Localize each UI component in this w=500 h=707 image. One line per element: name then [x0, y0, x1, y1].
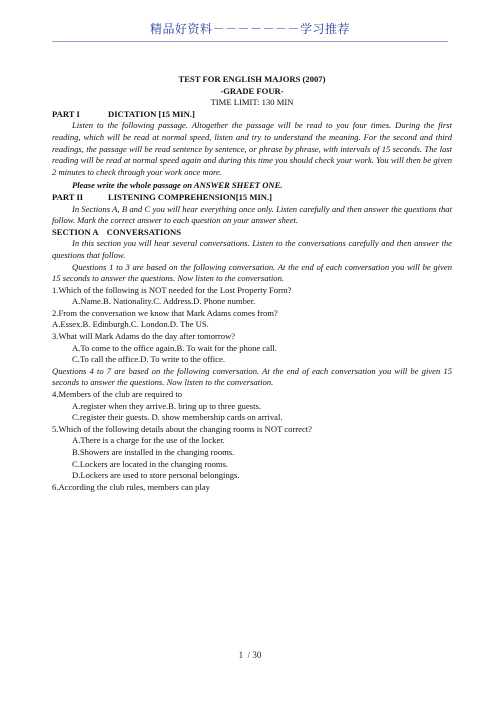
- questions-4-7-intro: Questions 4 to 7 are based on the following conversation. At the end of each conversation you will be given 15 seconds to answer the questions. Now listen to the conversation.: [52, 365, 452, 388]
- question-5-option-c: C.Lockers are located in the changing rooms.: [72, 458, 229, 469]
- question-3-stem: 3.What will Mark Adams do the day after tomorrow?: [52, 331, 236, 342]
- part1-number: PART I: [52, 108, 80, 119]
- question-3-options-cd: C.To call the office.D. To write to the office.: [72, 354, 225, 365]
- question-4-options-cd: C.register their guests. D. show membership cards on arrival.: [72, 412, 283, 423]
- question-4-stem: 4.Members of the club are required to: [52, 389, 183, 400]
- question-6-stem: 6.According the club rules, members can play: [52, 481, 210, 492]
- part2-title: LISTENING COMPREHENSION[15 MIN.]: [108, 191, 273, 202]
- question-5-stem: 5.Which of the following details about the changing rooms is NOT correct?: [52, 423, 312, 434]
- question-5-option-b: B.Showers are installed in the changing rooms.: [72, 447, 235, 457]
- question-1-stem: 1.Which of the following is NOT needed for the Lost Property Form?: [52, 284, 292, 295]
- question-4-options-ab: A.register when they arrive.B. bring up to three guests.: [72, 400, 262, 411]
- header-rule: [52, 41, 448, 42]
- page-header: 精品好资料－－－－－－－学习推荐: [149, 22, 350, 36]
- question-5-option-a: A.There is a charge for the use of the locker.: [72, 435, 225, 446]
- document-body: [52, 74, 452, 493]
- part1-instructions: Listen to the following passage. Altogether the passage will be read to you four times. During the first reading, which will be read at normal speed, listen and try to understand the meaning. For the second and third readings, the passage will be read sentence by sentence, or phrase by phrase, with intervals of 15 seconds. The last reading will be read at normal speed again and during this time you should check your work. You will then be given 2 minutes to check through your work once more.: [52, 120, 452, 177]
- part1-heading: [52, 109, 452, 121]
- question-5-option-d: D.Lockers are used to store personal belongings.: [72, 470, 240, 481]
- exam-subtitle: -GRADE FOUR-: [220, 85, 284, 96]
- question-2-options: A.Essex.B. Edinburgh.C. London.D. The US.: [52, 319, 209, 330]
- questions-1-3-intro: Questions 1 to 3 are based on the following conversation. At the end of each conversation you will be given 15 seconds to answer the questions. Now listen to the conversation.: [52, 261, 452, 284]
- exam-title: TEST FOR ENGLISH MAJORS (2007): [178, 74, 326, 84]
- question-3-options-ab: A.To come to the office again.B. To wait for the phone call.: [72, 342, 277, 353]
- section-a-intro: In this section you will hear several conversations. Listen to the conversations carefully and then answer the questions that follow.: [52, 238, 452, 260]
- part1-title: DICTATION [15 MIN.]: [108, 108, 195, 119]
- question-2-stem: 2.From the conversation we know that Mark Adams comes from?: [52, 307, 278, 318]
- section-a-heading: SECTION A CONVERSATIONS: [52, 226, 182, 237]
- part2-number: PART II: [52, 191, 84, 202]
- question-1-options: A.Name.B. Nationality.C. Address.D. Phone number.: [72, 296, 256, 307]
- time-limit: TIME LIMIT: 130 MIN: [210, 97, 294, 108]
- part2-heading: [52, 192, 452, 204]
- page-number: 1 / 30: [238, 650, 262, 660]
- part1-note: Please write the whole passage on ANSWER SHEET ONE.: [72, 180, 283, 191]
- part2-instructions: In Sections A, B and C you will hear everything once only. Listen carefully and then answer the questions that follow. Mark the correct answer to each question on your answer sheet.: [52, 203, 452, 226]
